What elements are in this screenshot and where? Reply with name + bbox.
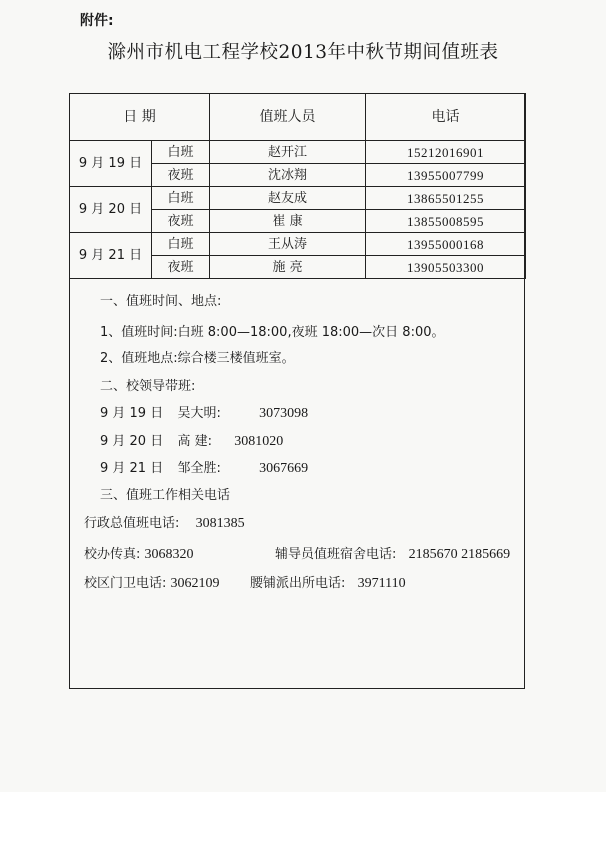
row-staff: 沈冰翔 — [210, 164, 366, 187]
table-row — [70, 233, 526, 256]
section-heading-phones: 三、值班工作相关电话 — [100, 488, 231, 503]
gate-label: 校区门卫电话: — [84, 576, 167, 591]
row-shift: 夜班 — [152, 164, 210, 187]
fax-label: 校办传真: — [84, 547, 141, 562]
leader-phone: 3067669 — [259, 461, 309, 476]
table-header-row — [70, 94, 526, 141]
row-staff: 施 亮 — [210, 256, 366, 279]
row-date: 9 月 21 日 — [70, 233, 152, 279]
admin-phone: 3081385 — [195, 516, 245, 531]
police-phone: 3971110 — [357, 576, 406, 591]
row-phone: 13955000168 — [366, 233, 526, 256]
header-staff: 值班人员 — [210, 94, 366, 141]
row-shift: 夜班 — [152, 256, 210, 279]
row-shift: 白班 — [152, 187, 210, 210]
row-staff: 王从涛 — [210, 233, 366, 256]
row-phone: 15212016901 — [366, 141, 526, 164]
duty-time-text: 1、值班时间:白班 8:00—18:00,夜班 18:00—次日 8:00。 — [100, 325, 445, 340]
row-date: 9 月 20 日 — [70, 187, 152, 233]
row-phone: 13855008595 — [366, 210, 526, 233]
row-staff: 赵开江 — [210, 141, 366, 164]
row-staff: 赵友成 — [210, 187, 366, 210]
leader-name: 吴大明: — [177, 406, 221, 421]
leader-date: 9 月 19 日 — [100, 406, 164, 421]
table-row — [70, 187, 526, 210]
table-row — [70, 141, 526, 164]
row-phone: 13955007799 — [366, 164, 526, 187]
header-phone: 电话 — [366, 94, 526, 141]
duty-table — [69, 93, 526, 279]
counselor-phone: 2185670 2185669 — [408, 547, 511, 562]
section-heading-leaders: 二、校领导带班: — [100, 379, 196, 394]
row-phone: 13905503300 — [366, 256, 526, 279]
admin-label: 行政总值班电话: — [84, 516, 180, 531]
counselor-label: 辅导员值班宿舍电话: — [275, 547, 397, 562]
duty-place-text: 2、值班地点:综合楼三楼值班室。 — [100, 351, 295, 366]
leader-name: 高 建: — [177, 434, 213, 449]
attachment-label: 附件: — [80, 13, 114, 29]
leader-phone: 3073098 — [259, 406, 309, 421]
page-title: 滁州市机电工程学校2013年中秋节期间值班表 — [107, 42, 499, 63]
row-date: 9 月 19 日 — [70, 141, 152, 187]
leader-date: 9 月 21 日 — [100, 461, 164, 476]
police-label: 腰铺派出所电话: — [250, 576, 346, 591]
fax-phone: 3068320 — [144, 547, 194, 562]
row-shift: 白班 — [152, 141, 210, 164]
leader-date: 9 月 20 日 — [100, 434, 164, 449]
row-shift: 夜班 — [152, 210, 210, 233]
header-date: 日 期 — [70, 94, 210, 141]
section-heading-time-place: 一、值班时间、地点: — [100, 294, 222, 309]
row-staff: 崔 康 — [210, 210, 366, 233]
row-shift: 白班 — [152, 233, 210, 256]
gate-phone: 3062109 — [170, 576, 220, 591]
row-phone: 13865501255 — [366, 187, 526, 210]
leader-phone: 3081020 — [234, 434, 284, 449]
leader-name: 邹全胜: — [177, 461, 221, 476]
